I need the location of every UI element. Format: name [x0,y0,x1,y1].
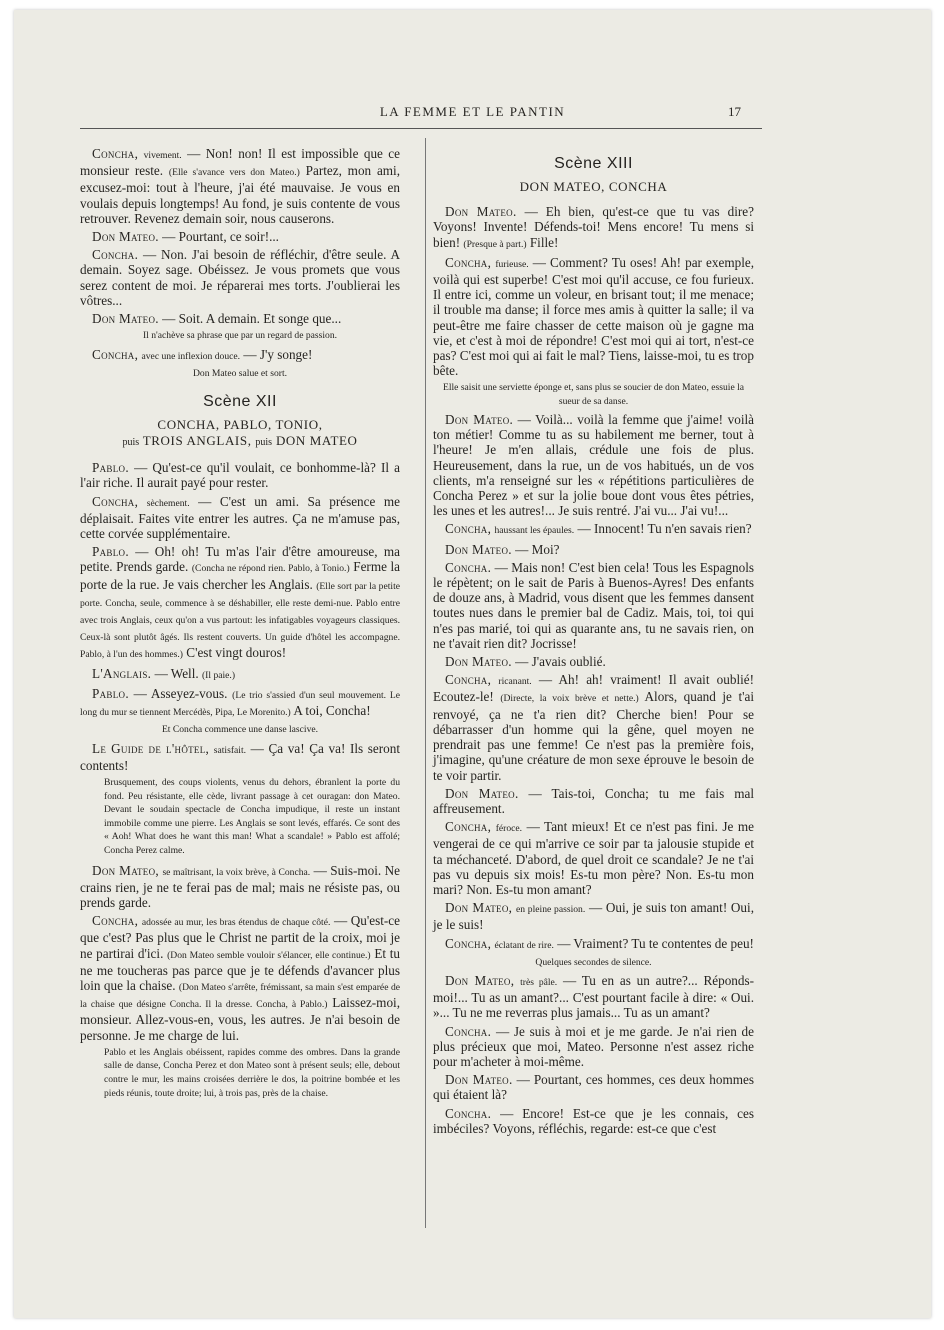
speaker-name: Don Mateo, [445,900,513,916]
dialogue-text: C'est vingt douros! [186,645,287,661]
right-column [433,156,754,1139]
stage-direction-line: Il n'achève sa phrase que par un regard de passion. [142,330,338,342]
dialogue-text: — Comment? Tu oses! Ah! par exemple, voilà qui est superbe! C'est moi qu'il accuse, ce fou furieux. Il entre ici, comme un voleur, en brisant tout; il me menace; il trouble ma danse; il force mes amis à quitter la salle; il va peut-être me faire chasser de cette maison où je gagne ma vie, et c'est à moi de répondre! C'est moi qui ai tort, n'est-ce pas? C'est moi qui ai fait le mal? Tiens, laisse-moi, tu es trop bête. [433,254,755,379]
dialogue-text: — J'avais oublié. [515,654,606,670]
dialogue-text: Laissez-moi, monsieur. Allez-vous-en, vous, les autres. Je n'ai besoin de personne. Je me charge de lui. [80,995,400,1043]
stage-direction-line: Elle saisit une serviette éponge et, sans plus se soucier de don Mateo, essuie la sueur de sa danse. [442,382,745,407]
dialogue-paragraph [433,973,754,1021]
dialogue-text: — Non! non! Il est impossible que ce monsieur reste. [80,146,400,179]
dialogue-paragraph [433,560,754,651]
scene-cast [80,417,400,451]
dialogue-paragraph [433,786,754,816]
cast-line: DON MATEO [275,433,358,449]
dialogue-paragraph [80,247,400,308]
dialogue-paragraph [433,672,754,782]
dialogue-text: — Qu'est-ce que c'est? Pas plus que le Christ ne partit de la croix, moi je ne partirai d'ici. [80,913,401,961]
dialogue-text: — Ah! ah! vraiment! Il avait oublié! Ecoutez-le! [433,672,755,705]
speaker-name: L'Anglais. [92,665,152,681]
speaker-name: Concha, [445,672,492,688]
stage-direction: (Directe, la voix brève et nette.) [500,693,639,705]
dialogue-text: — Voilà... voilà la femme que j'aime! voilà ton métier! Comme tu as su habilement me berner, tout à l'heure! Je m'en allais, crédule une fois de plus. Heureusement, dans la rue, un de vos habitués, un de vos clients, m'a renseigné sur les « répétitions particulières de Concha Perez » et sur la jolie boue dont vous êtes pétries, les unes et les autres!... Je suis rentré. J'ai vu... J'ai vu!... [433,412,755,519]
dialogue-text: — Oh! oh! Tu m'as l'air d'être amoureuse, ma petite. Prends garde. [80,544,400,575]
dialogue-text: — Moi? [515,541,560,557]
dialogue-paragraph [433,1024,754,1070]
dialogue-paragraph [433,936,754,953]
dialogue-paragraph [80,494,400,542]
stage-direction: (Concha ne répond rien. Pablo, à Tonio.) [191,563,350,575]
speaker-name: Pablo. [92,685,129,701]
stage-direction: féroce. [495,823,523,835]
speaker-name: Pablo. [92,460,129,476]
stage-direction: (Don Mateo semble vouloir s'élancer, elle continue.) [167,949,371,961]
dialogue-paragraph [433,1072,754,1102]
speaker-name: Concha, [92,493,139,509]
stage-direction: vivement. [143,150,182,161]
stage-direction: (Elle sort par la petite porte. Concha, seule, commence à se déshabiller, elle reste demi-nue. Pablo entre avec trois Anglais, ceux qu'on a vus partout: les infatigables voyageurs classiques. Ceux-là sont plutôt âgés. Ils restent couverts. Un guide d'hôtel les accompagne. Pablo, à l'un des hommes.) [80,580,400,661]
dialogue-paragraph [433,819,754,897]
dialogue-text: — Qu'est-ce qu'il voulait, ce bonhomme-là? Il a l'air riche. Il aurait payé pour rester. [80,460,400,491]
stage-direction-block: Brusquement, des coups violents, venus du dehors, ébranlent la porte du fond. Peu résistante, elle cède, livrant passage à cet ouragan: don Mateo. Devant le soudain spectacle de Concha impudique, il reste un instant immobile comme une pierre. Les Anglais se sont levés, effarés. Ce sont des « Aoh! What does he want this man! What a scandale! » Pablo est affolé; Concha Perez calme. [104,776,400,856]
dialogue-text: Alors, quand je t'ai renvoyé, ça ne t'a rien dit? Cherche bien! Pour se débarrasser d'un homme qui la gêne, quel moyen ne prendrait pas une femme! Ce n'est pas la première fois, j'imagine, qu'une créature de mon sexe éprouve le besoin de te voir partir. [433,689,754,783]
speaker-name: Don Mateo. [445,654,512,670]
dialogue-text: — Tu en as un autre?... Réponds-moi!... Tu as un amant?... C'est pourtant facile à dire: « Oui. »... Tu ne me reverras plus jamais... Tu as un amant? [433,973,755,1021]
header-rule [80,128,762,129]
speaker-name: Concha, [445,819,492,835]
dialogue-paragraph [433,255,754,379]
speaker-name: Concha, [445,521,492,537]
dialogue-text: — Tais-toi, Concha; tu me fais mal affreusement. [433,785,754,816]
speaker-name: Concha. [92,247,139,263]
stage-direction-line: Don Mateo salue et sort. [192,367,288,379]
page-number: 17 [728,104,741,119]
speaker-name: Concha. [445,1023,492,1039]
dialogue-text: Fille! [529,234,559,250]
dialogue-text: — Eh bien, qu'est-ce que tu vas dire? Voyons! Invente! Défends-toi! Mens encore! Tu mens si bien! [433,204,755,250]
stage-direction: éclatant de rire. [494,939,554,951]
stage-direction: satisfait. [213,744,247,756]
stage-direction: (Le trio s'assied d'un seul mouvement. Le long du mur se tiennent Mercédès, Pipa, Le Morenito.) [80,689,401,719]
speaker-name: Le Guide de l'hôtel, [92,740,210,756]
cast-line: CONCHA, PABLO, TONIO, [157,417,323,433]
dialogue-paragraph [433,654,754,669]
stage-direction: se maîtrisant, la voix brève, à Concha. [162,866,311,878]
dialogue-text: — Asseyez-vous. [133,685,228,701]
dialogue-paragraph [80,863,400,911]
dialogue-paragraph [433,204,754,252]
stage-direction: (Don Mateo s'arrête, frémissant, sa main s'est emparée de la chaise que désigne Concha. Il la dresse. Concha, à Pablo.) [80,981,401,1011]
stage-direction: adossée au mur, les bras étendus de chaque côté. [141,917,331,929]
speaker-name: Don Mateo. [445,541,512,557]
speaker-name: Don Mateo. [92,311,159,327]
speaker-name: Concha, [92,346,139,362]
dialogue-text: — Oui, je suis ton amant! Oui, je le suis! [433,900,754,933]
stage-direction-line: Quelques secondes de silence. [535,956,652,968]
scene-title: Scène XII [203,393,277,411]
dialogue-paragraph [433,521,754,538]
dialogue-paragraph [80,460,400,490]
dialogue-text: — Well. [154,665,199,681]
dialogue-paragraph [80,741,400,773]
cast-connector: puis [255,437,273,449]
stage-direction: avec une inflexion douce. [141,350,241,362]
dialogue-text: — Pourtant, ce soir!... [162,229,279,245]
stage-direction: furieuse. [495,258,529,270]
speaker-name: Don Mateo. [445,785,519,801]
left-column [80,146,400,1105]
dialogue-text: — C'est un ami. Sa présence me déplaisait. Faites vite entrer les autres. Ça ne m'amuse pas, cette corvée supplémentaire. [80,493,400,542]
speaker-name: Concha. [445,559,492,575]
speaker-name: Don Mateo, [92,862,159,878]
scene-title: Scène XIII [554,155,633,172]
speaker-name: Don Mateo. [445,1072,513,1088]
dialogue-text: — Suis-moi. Ne crains rien, je ne te ferai pas de mal; mais ne résiste pas, ou prends garde. [80,862,401,910]
stage-direction: haussant les épaules. [494,525,575,537]
dialogue-paragraph [80,666,400,683]
speaker-name: Concha, [445,254,492,270]
dialogue-text: — Ça va! Ça va! Ils seront contents! [80,740,401,773]
column-divider [425,138,426,1228]
stage-direction-block: Pablo et les Anglais obéissent, rapides comme des ombres. Dans la grande salle de danse, Concha Perez et don Mateo sont à présent seuls; elle, debout contre le mur, les mains croisées derrière le dos, la poitrine bombée et les pieds réunis, toute droite; lui, à trois pas, près de la chaise. [104,1046,400,1099]
speaker-name: Don Mateo, [445,973,515,989]
dialogue-text: Ferme la porte de la rue. Je vais chercher les Anglais. [80,559,401,592]
dialogue-paragraph [433,542,754,557]
stage-direction: (Il paie.) [201,669,236,681]
dialogue-text: Partez, mon ami, excusez-moi: tout à l'heure, j'ai été mauvaise. Je vous en voulais depuis longtemps! Au fond, je suis contente de vous retrouver. Revenez demain soir, nous causerons. [80,163,401,226]
scene-cast: DON MATEO, CONCHA [519,179,668,195]
speaker-name: Concha, [92,913,139,929]
speaker-name: Don Mateo. [445,412,514,428]
dialogue-text: — Mais non! C'est bien cela! Tous les Espagnols le répètent; on le sait de Paris à Buenos-Ayres! Des enfants de douze ans, à Madrid, vous disent que les femmes dansent toutes nues dans le premier bal de Cadiz. Mais, toi, toi qui n'es pas marié, toi qui as quarante ans, tu ne savais rien, on ne t'avait rien dit? Jocrisse! [433,559,755,651]
dialogue-paragraph [433,900,754,932]
running-title: LA FEMME ET LE PANTIN [379,104,566,119]
speaker-name: Concha, [92,146,139,161]
speaker-name: Concha, [445,935,492,951]
dialogue-paragraph [80,229,400,244]
stage-direction: (Presque à part.) [463,238,527,250]
dialogue-paragraph [80,686,400,720]
stage-direction: en pleine passion. [515,904,586,916]
dialogue-paragraph [433,1106,754,1136]
dialogue-text: — Soit. A demain. Et songe que... [162,311,342,327]
dialogue-paragraph [80,913,400,1043]
dialogue-text: — Vraiment? Tu te contentes de peu! [557,935,754,951]
dialogue-paragraph [80,544,400,662]
cast-line: TROIS ANGLAIS, [142,433,252,449]
dialogue-text: — Innocent! Tu n'en savais rien? [577,521,752,537]
dialogue-text: — Tant mieux! Et ce n'est pas fini. Je me vengerai de ce qui m'arrive ce soir par ta jalousie stupide et ta méchanceté. D'abord, de quel droit ce scandale? Je ne t'ai pas vu depuis six mois! Es-tu mon père? Non. Es-tu mon mari? Non. Es-tu mon amant? [433,819,755,897]
dialogue-text: — Non. J'ai besoin de réfléchir, d'être seule. A demain. Soyez sage. Obéissez. Je vous promets que vous serez content de moi. Je réparerai mes torts. J'oublierai les vôtres... [80,247,401,308]
dialogue-paragraph [80,146,400,226]
dialogue-paragraph [80,311,400,326]
dialogue-text: — Je suis à moi et je me garde. Je n'ai rien de plus précieux que moi, Mateo. Personne n'est assez riche pour m'acheter à moi-même. [433,1023,755,1070]
dialogue-text: A toi, Concha! [293,703,371,719]
cast-connector: puis [122,437,140,449]
dialogue-paragraph [433,412,754,518]
dialogue-text: — Encore! Est-ce que je les connais, ces imbéciles? Voyons, réfléchis, regarde: est-ce que c'est [433,1105,755,1136]
speaker-name: Don Mateo. [445,204,517,220]
dialogue-paragraph [80,347,400,364]
stage-direction: sèchement. [146,497,190,509]
stage-direction: ricanant. [498,676,532,688]
stage-direction-line: Et Concha commence une danse lascive. [161,724,319,736]
stage-direction: très pâle. [520,977,558,989]
speaker-name: Pablo. [92,544,129,560]
dialogue-text: Et tu ne me toucheras pas parce que je te défends d'avancer plus loin que la chaise. [80,945,401,993]
speaker-name: Concha. [445,1105,492,1121]
page-header [14,104,931,124]
stage-direction: (Elle s'avance vers don Mateo.) [168,167,300,179]
speaker-name: Don Mateo. [92,229,159,245]
dialogue-text: — Pourtant, ces hommes, ces deux hommes qui étaient là? [433,1072,754,1103]
dialogue-text: — J'y songe! [243,346,313,362]
